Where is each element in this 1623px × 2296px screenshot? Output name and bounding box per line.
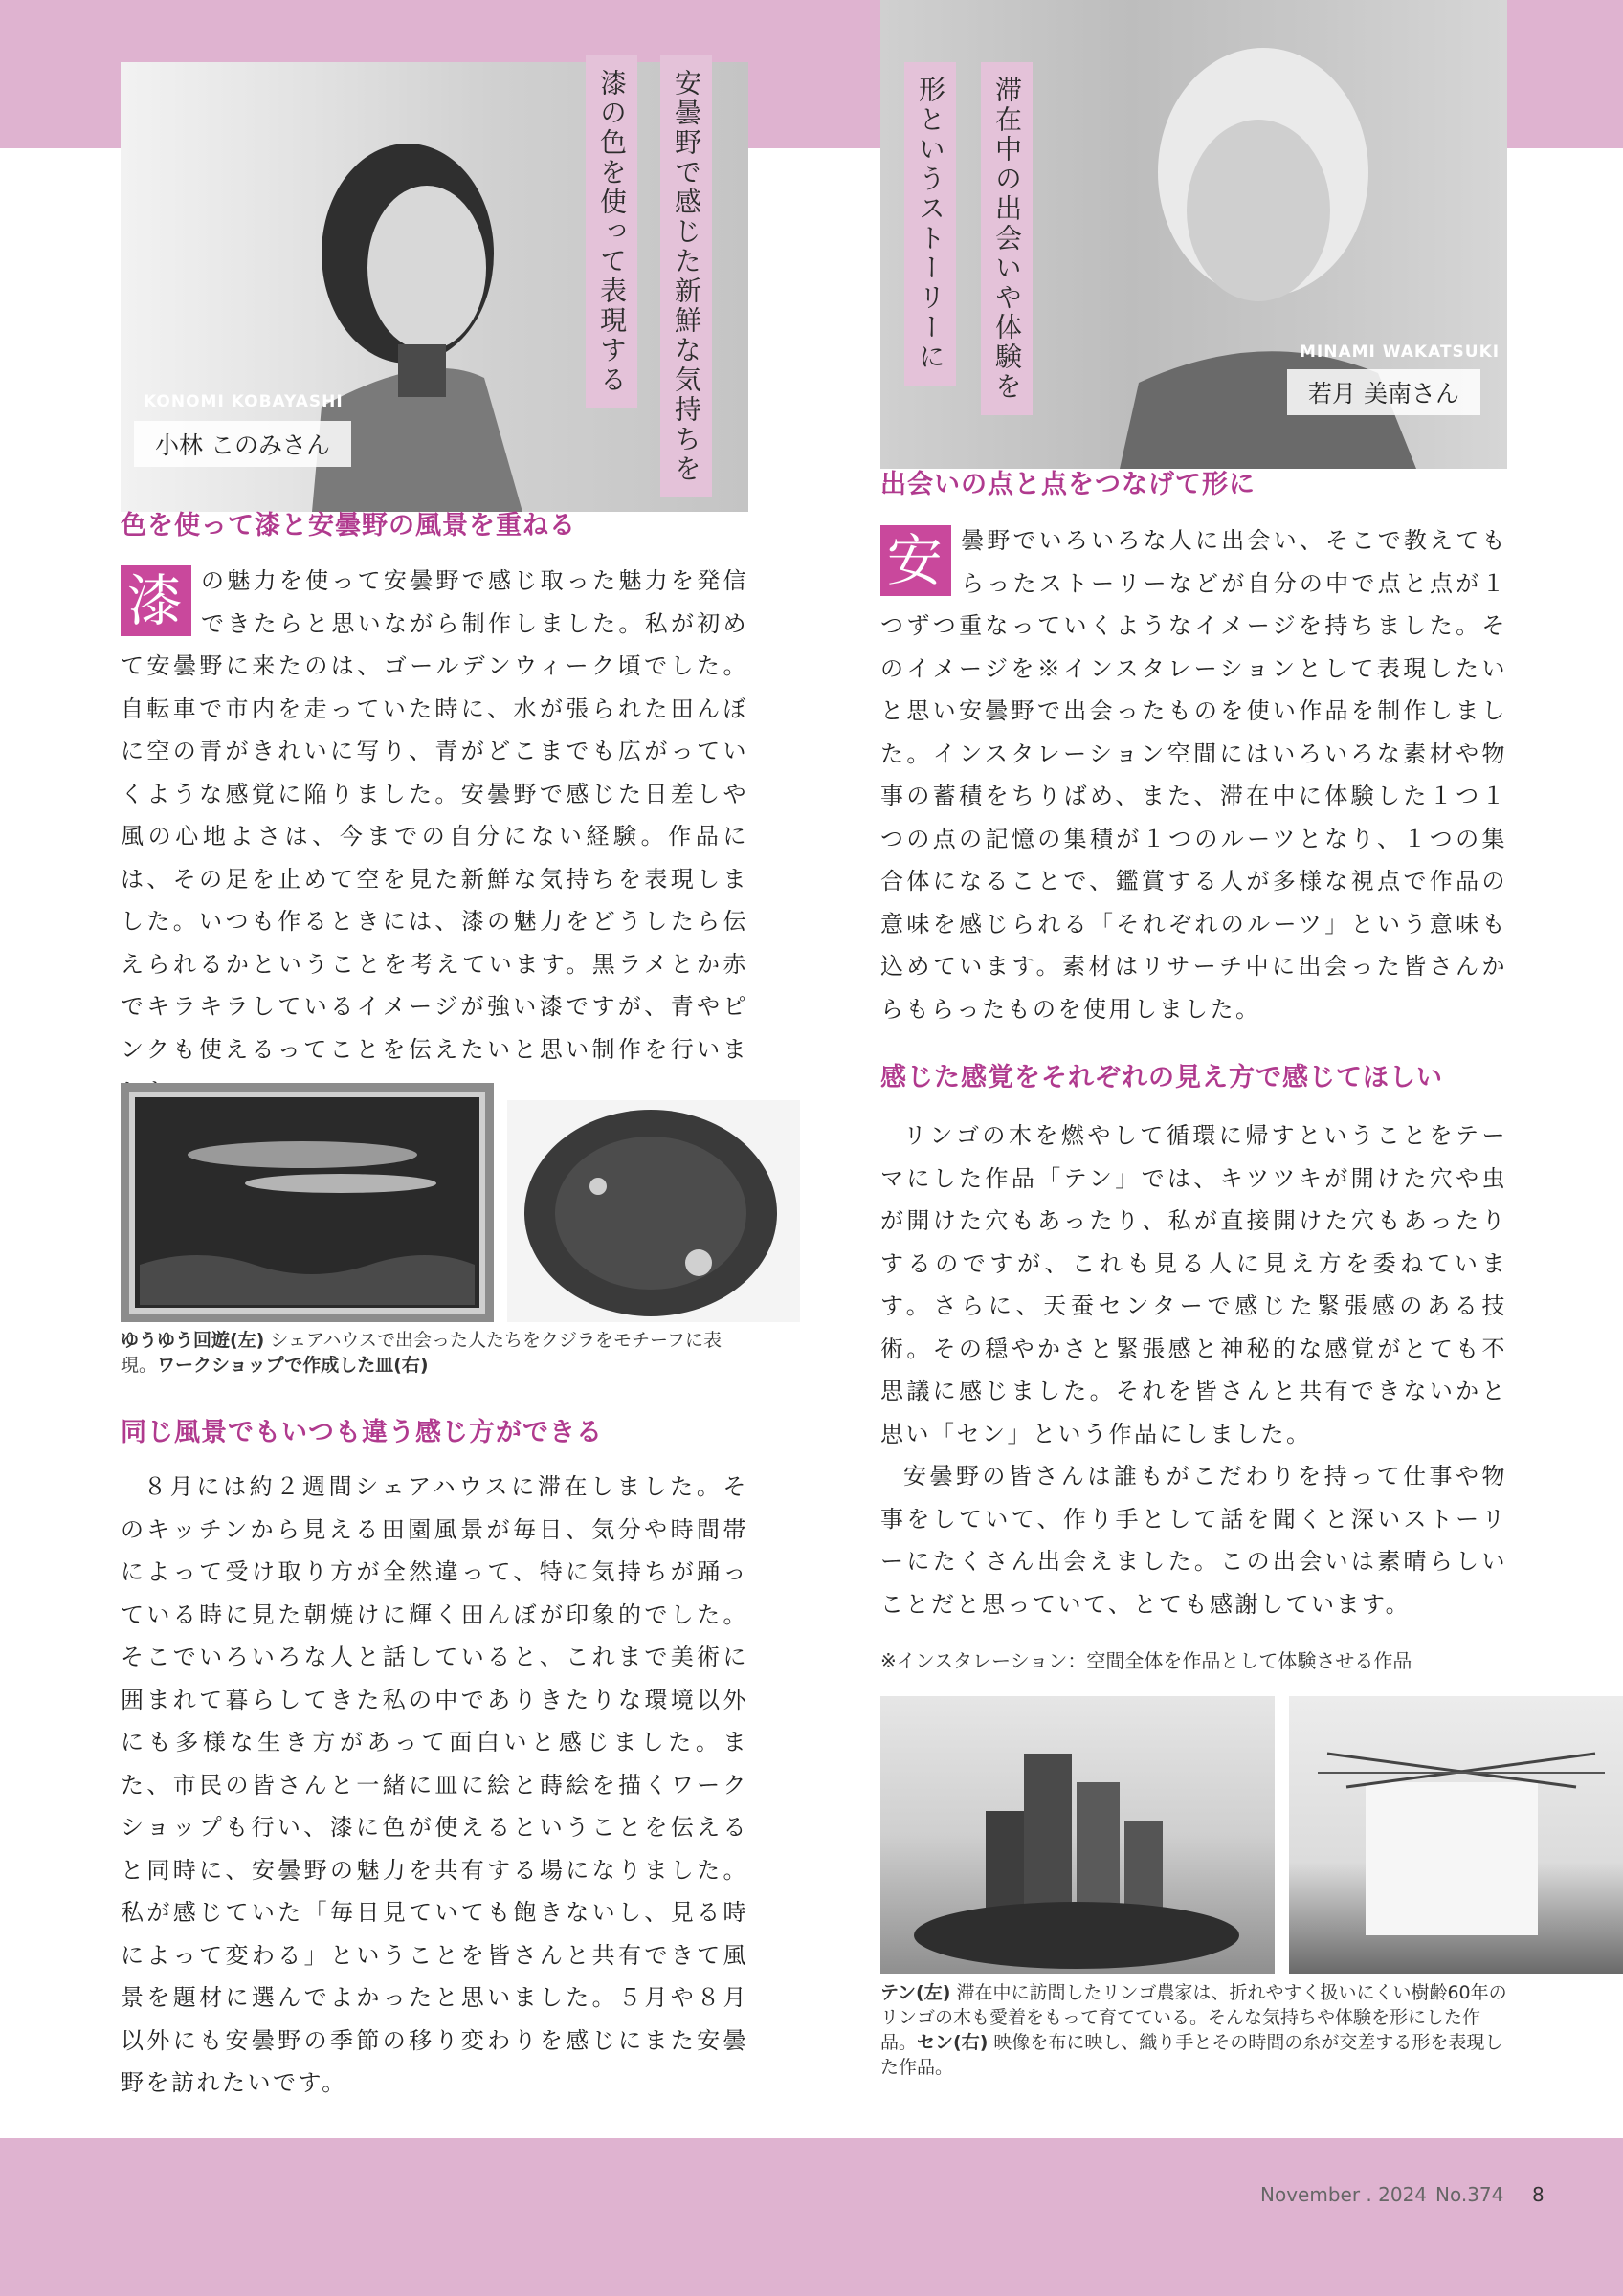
- caption-right-text2: 映像を布に映し、織り手とその時間の糸が交差する形を表現した作品。: [880, 2032, 1503, 2078]
- tagline-left-2: 漆の色を使って表現する: [586, 55, 637, 408]
- dropcap-left: 漆: [121, 565, 191, 636]
- body-right-1-text: 曇野でいろいろな人に出会い、そこで教えてもらったストーリーなどが自分の中で点と点が１つずつ重なっていくようなイメージを持ちました。そのイメージを※インスタレーションとして表現したいと思い安曇野で出会ったものを使い作品を制作しました。インスタレーション空間にはいろいろな素材や物事の蓄積をちりばめ、また、滞在中に体験した１つ１つの点の記憶の集積が１つのルーツとなり、１つの集合体になることで、鑑賞する人が多様な視点で作品の意味を感じられる「それぞれのルーツ」という意味も込めています。素材はリサーチ中に出会った皆さんからもらったものを使用しました。: [880, 527, 1507, 1023]
- footnote-installation: ※インスタレーション：空間全体を作品として体験させる作品: [880, 1649, 1412, 1672]
- body-left-1-text: の魅力を使って安曇野で感じ取った魅力を発信できたらと思いながら制作しました。私が初めて安曇野に来たのは、ゴールデンウィーク頃でした。自転車で市内を走っていた時に、水が張られた田んぼに空の青がきれいに写り、青がどこまでも広がっていくような感覚に陥りました。安曇野で感じた日差しや風の心地よさは、今までの自分にない経験。作品には、その足を止めて空を見た新鮮な気持ちを表現しました。いつも作るときには、漆の魅力をどうしたら伝えられるかということを考えています。黒ラメとか赤でキラキラしているイメージが強い漆ですが、青やピンクも使えるってことを伝えたいと思い制作を行いま: [121, 567, 748, 1063]
- artwork-photo-ten: [880, 1696, 1275, 1974]
- artwork-photo-sen: [1289, 1696, 1623, 1974]
- body-right-1: [880, 519, 1507, 1030]
- romaji-wakatsuki: MINAMI WAKATSUKI: [1300, 342, 1501, 362]
- name-kobayashi: 小林 このみさん: [134, 421, 351, 467]
- body-right-2-text: リンゴの木を燃やして循環に帰すということをテーマにした作品「テン」では、キツツキが開けた穴や虫が開けた穴もあったり、私が直接開けた穴もあったりするのですが、これも見る人に見え方を委ねています。さらに、天蚕センターで感じた緊張感のある技術。その穏やかさと緊張感と神秘的な感覚がとても不思議に感じました。それを皆さんと共有できないかと思い「セン」という作品にしました。: [880, 1122, 1507, 1447]
- body-right-3-text: 安曇野の皆さんは誰もがこだわりを持って仕事や物事をしていて、作り手として話を聞くと深いストーリーにたくさん出会えました。この出会いは素晴らしいことだと思っていて、とても感謝しています。: [880, 1463, 1507, 1618]
- caption-left: [121, 1328, 752, 1378]
- caption-right-title2: セン(右): [917, 2032, 989, 2053]
- caption-right-text1: 滞在中に訪問したリンゴ農家は、折れやすく扱いにくい樹齢60年のリンゴの木も愛着をもって育てている。そんな気持ちや体験を形にした作品。: [880, 1982, 1507, 2053]
- caption-left-text1: シェアハウスで出会った人たちをクジラをモチーフに表現。: [121, 1330, 722, 1376]
- heading-right-1: 出会いの点と点をつなげて形に: [880, 470, 1256, 499]
- caption-left-title1: ゆうゆう回遊(左): [121, 1330, 265, 1351]
- artwork-photo-yuyu: [121, 1083, 494, 1322]
- heading-right-2: 感じた感覚をそれぞれの見え方で感じてほしい: [880, 1063, 1443, 1093]
- tagline-right-1: 滞在中の出会いや体験を: [981, 62, 1033, 415]
- romaji-kobayashi: KONOMI KOBAYASHI: [144, 392, 344, 411]
- page-number: 8: [1532, 2183, 1545, 2206]
- artwork-cloth: [1289, 1696, 1623, 1974]
- top-band-right: [1507, 0, 1623, 148]
- body-left-1: [121, 560, 748, 1114]
- name-wakatsuki: 若月 美南さん: [1287, 369, 1480, 415]
- bottom-band: [0, 2138, 1623, 2296]
- caption-left-title2: ワークショップで作成した皿(右): [157, 1355, 429, 1376]
- heading-left-2: 同じ風景でもいつも違う感じ方ができる: [121, 1418, 603, 1447]
- plate-shape: [507, 1100, 800, 1322]
- tagline-left-1: 安曇野で感じた新鮮な気持ちを: [660, 55, 712, 497]
- caption-right: [880, 1980, 1512, 2080]
- artwork-stumps: [880, 1696, 1275, 1974]
- body-left-2-text: ８月には約２週間シェアハウスに滞在しました。そのキッチンから見える田園風景が毎日、気分や時間帯によって受け取り方が全然違って、特に気持ちが踊っている時に見た朝焼けに輝く田んぼが印象的でした。そこでいろいろな人と話していると、これまで美術に囲まれて暮らしてきた私の中でありきたりな環境以外にも多様な生き方があって面白いと感じました。また、市民の皆さんと一緒に皿に絵と蒔絵を描くワークショップも行い、漆に色が使えるということを伝えると同時に、安曇野の魅力を共有する場になりました。私が感じていた「毎日見ていても飽きないし、見る時によって変わる」ということを皆さんと共有できて風景を題材に選んでよかったと思いました。５月や８月以外にも安曇野の季節の移り変わりを感じにまた安曇野を訪れたいです。: [121, 1473, 748, 2096]
- dropcap-right: 安: [880, 525, 951, 596]
- tagline-right-2: 形というストーリーに: [904, 62, 956, 386]
- plate-photo: [507, 1100, 800, 1322]
- footer-issue: No.374: [1435, 2183, 1504, 2206]
- heading-left-1: 色を使って漆と安曇野の風景を重ねる: [121, 511, 576, 541]
- artwork-frame: [121, 1083, 494, 1322]
- footer-date: November . 2024: [1260, 2183, 1428, 2206]
- caption-right-title1: テン(左): [880, 1982, 951, 2003]
- body-right-2: [880, 1115, 1507, 1625]
- body-left-2: [121, 1466, 748, 2105]
